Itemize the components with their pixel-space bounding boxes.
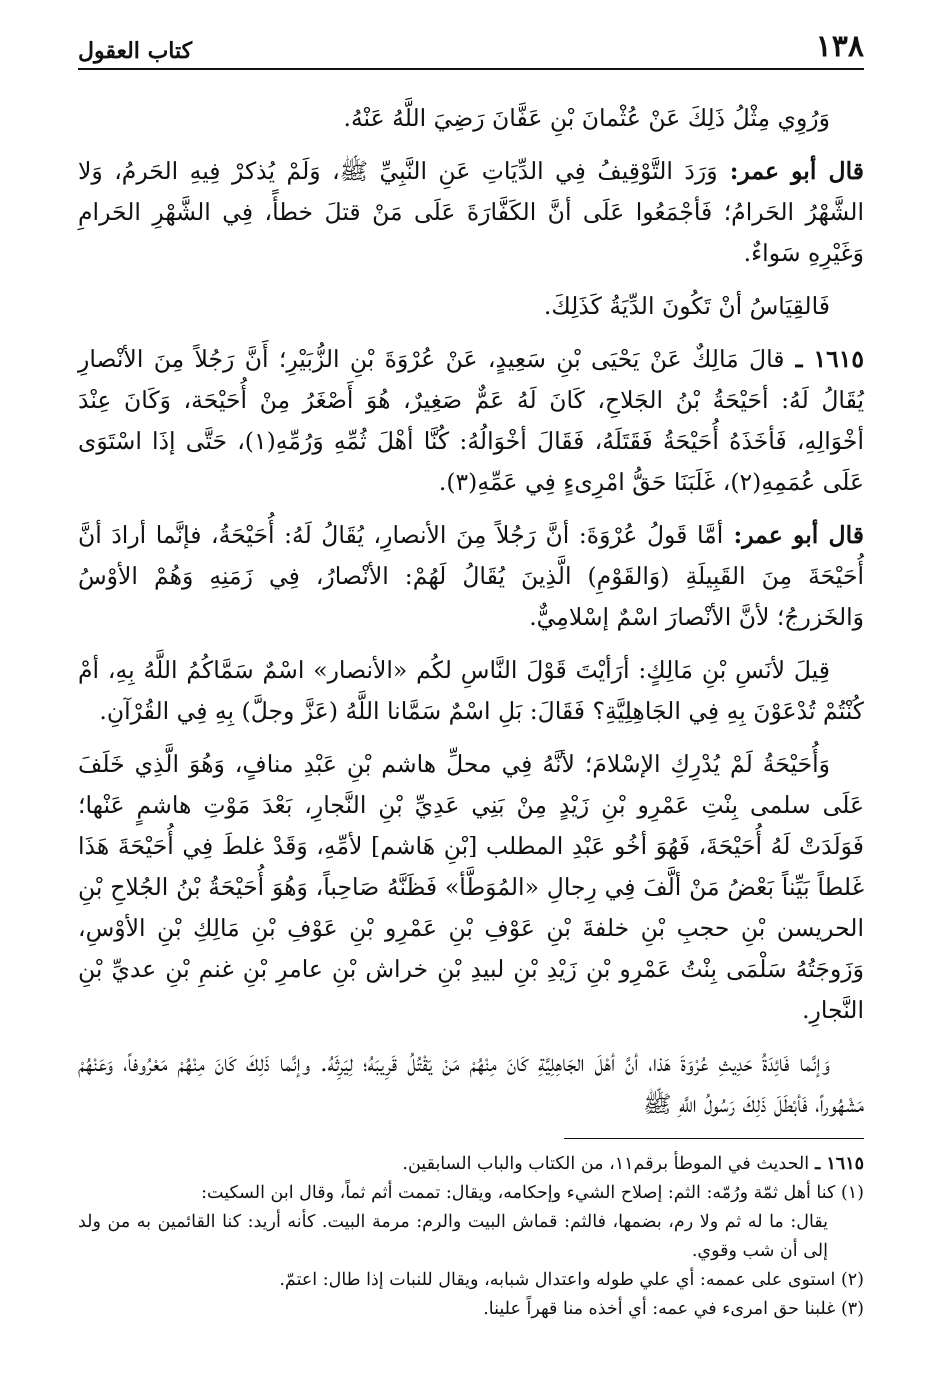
footnote-source: [78, 1150, 864, 1179]
paragraph-2-text: وَرَدَ التَّوْقِيفُ فِي الدِّيَاتِ عَنِ النَّبِيِّ ﷺ، وَلَمْ يُذكرْ فِيهِ الحَرمُ، وَلا الشَّهْرُ الحَرامُ؛ فَأجْمَعُوا عَلَى أنَّ الكَفَّارَةَ عَلَى مَنْ قتلَ خطأً، فِي الشَّهْرِ الحَرامِ وَغَيْرِهِ سَواءٌ.: [78, 157, 864, 267]
footnote-number: (١): [835, 1183, 864, 1203]
paragraph-1: وَرُوِي مِثْلُ ذَلِكَ عَنْ عُثْمانَ بْنِ عَفَّانَ رَضِيَ اللَّهُ عَنْهُ.: [343, 104, 830, 132]
paragraph-7: وَأُحَيْحَةُ لَمْ يُدْرِكِ الإسْلامَ؛ لأنَّهُ فِي محلِّ هاشم بْنِ عَبْدِ منافٍ، وَهُوَ الَّذِي خَلَفَ عَلَى سلمى بِنْتِ عَمْرِو بْنِ زَيْدٍ مِنْ بَنِي عَدِيِّ بْنِ النَّجارِ، بَعْدَ مَوْتِ هاشمٍ عَنْها؛ فَوَلَدَتْ لَهُ أُحَيْحَةَ، فَهُوَ أخُو عَبْدِ المطلب [بْنِ هَاشم] لأمِّهِ، وَقَدْ غلطَ فِي أُحَيْحَةَ هَذَا غَلطاً بَيِّناً بَعْضُ مَنْ ألَّفَ فِي رِجالِ «المُوَطَّأ» فَظَنَّهُ صَاحِباً، وَهُوَ أُحَيْحَةُ بْنُ الجُلاحِ بْنِ الحريسن بْنِ حجبِ بْنِ خلفةَ بْنِ عَوْفِ بْنِ عَمْرِو بْنِ عَوْفِ بْنِ مَالِكِ بْنِ الأوْسِ، وَزَوجَتُهُ سَلْمَى بِنْتُ عَمْرِو بْنِ زَيْدِ بْنِ لبيدِ بْنِ خراش بْنِ عامرِ بْنِ غنمِ بْنِ عديِّ بْنِ النَّجارِ.: [78, 750, 864, 1024]
footnote-text: استوى على عممه: أي علي طوله واعتدال شبابه، ويقال للنبات إذا طال: اعتمّ.: [279, 1270, 836, 1290]
footnotes: [78, 1150, 864, 1324]
paragraph-5-text: أمَّا قَولُ عُرْوَةَ: أنَّ رَجُلاً مِنَ الأنصارِ، يُقَالُ لَهُ: أُحَيْحَةُ، فإنَّما أرادَ أنَّ أُحَيْحَةَ مِنَ القَبِيلَةِ (وَالقَوْمِ) الَّذِينَ يُقَالُ لَهُمْ: الأنْصارُ، فِي زَمَنِهِ وَهُمْ الأوْسُ وَالخَزرجُ؛ لأنَّ الأنْصارَ اسْمٌ إسْلامِيٌّ.: [78, 521, 864, 631]
footnote-number: (٢): [835, 1270, 864, 1290]
footnote-separator: [564, 1138, 864, 1139]
footnote-2: [78, 1266, 864, 1295]
footnote-1-continued: يقال: ما له ثم ولا رم، بضمها، فالثم: قماش البيت والرم: مرمة البيت. كأنه أريد: كنا القائمين به من ولد إلى أن شب وقوي.: [78, 1212, 829, 1261]
footnote-text: كنا أهل ثمّة ورُمّه: الثم: إصلاح الشيء وإحكامه، ويقال: تممت أثم ثماً، وقال ابن السكيت:: [201, 1183, 836, 1203]
main-text: [78, 98, 864, 1137]
page-number: ١٣٨: [815, 29, 864, 64]
footnote-text: الحديث في الموطأ برقم١١، من الكتاب والباب السابقين.: [402, 1154, 810, 1174]
book-title: كتاب العقول: [78, 38, 193, 64]
page-header: [78, 30, 864, 70]
paragraph-6: قِيلَ لأنَسِ بْنِ مَالِكٍ: أرَأيْتَ قَوْلَ النَّاسِ لكُم «الأنصار» اسْمٌ سَمَّاكُمُ اللَّهُ بِهِ، أمْ كُنْتُمْ تُدْعَوْنَ بِهِ فِي الجَاهِلِيَّةِ؟ فَقَالَ: بَلِ اسْمٌ سَمَّانا اللَّهُ (عَزَّ وجلَّ) بِهِ فِي القُرْآنِ.: [78, 656, 864, 725]
paragraph-8: وَإنَّما فَائِدَةُ حَدِيثِ عُرْوَةَ هَذا، أنَّ أهْلَ الجَاهِلِيَّةِ كَانَ مِنْهُمْ مَنْ يَقْتُلُ قَرِيبَهُ؛ لِيَرِثَهُ. وإنَّما ذَلِكَ كَانَ مِنْهُمْ مَعْرُوفاً، وَعَنْهُمْ مَشْهُوراً، فَأبْطَلَ ذَلِكَ رَسُولُ اللَّهِ ﷺ: [78, 1049, 864, 1118]
footnote-1: [78, 1179, 864, 1208]
footnote-number: ١٦١٥ ـ: [809, 1154, 864, 1174]
paragraph-3: فَالقِيَاسُ أنْ تَكُونَ الدِّيَةُ كَذَلِكَ.: [543, 292, 830, 320]
paragraph-2: [78, 151, 864, 274]
footnote-3: [78, 1295, 864, 1324]
hadith-1615: [78, 339, 864, 503]
speaker-label: قال أبو عمر:: [723, 521, 864, 549]
footnote-number: (٣): [835, 1299, 864, 1319]
hadith-text: قالَ مَالِكٌ عَنْ يَحْيَى بْنِ سَعِيدٍ، عَنْ عُرْوَةَ بْنِ الزُّبَيْرِ؛ أَنَّ رَجُلاً مِنَ الأنْصارِ يُقَالُ لَهُ: أحَيْحَةُ بْنُ الجَلاحِ، كَانَ لَهُ عَمٌّ صَغِيرٌ، هُوَ أَصْغَرُ مِنْ أُحَيْحَة، وَكَانَ عِنْدَ أخْوَالِهِ، فَأخَذَهُ أُحَيْحَةُ فَقَتَلَهُ، فَقَالَ أخْوَالُهُ: كُنَّا أهْلَ ثُمِّهِ وَرُمِّهِ(١)، حَتَّى إذَا اسْتَوَى عَلَى عُمَمِهِ(٢)، غَلَبَنَا حَقُّ امْرِىءٍ فِي عَمِّهِ(٣).: [78, 345, 864, 496]
footnote-text: غلبنا حق امرىء في عمه: أي أخذه منا قهراً علينا.: [483, 1299, 836, 1319]
paragraph-5: [78, 515, 864, 638]
hadith-number: ١٦١٥ ـ: [784, 345, 865, 373]
speaker-label: قال أبو عمر:: [717, 157, 864, 185]
